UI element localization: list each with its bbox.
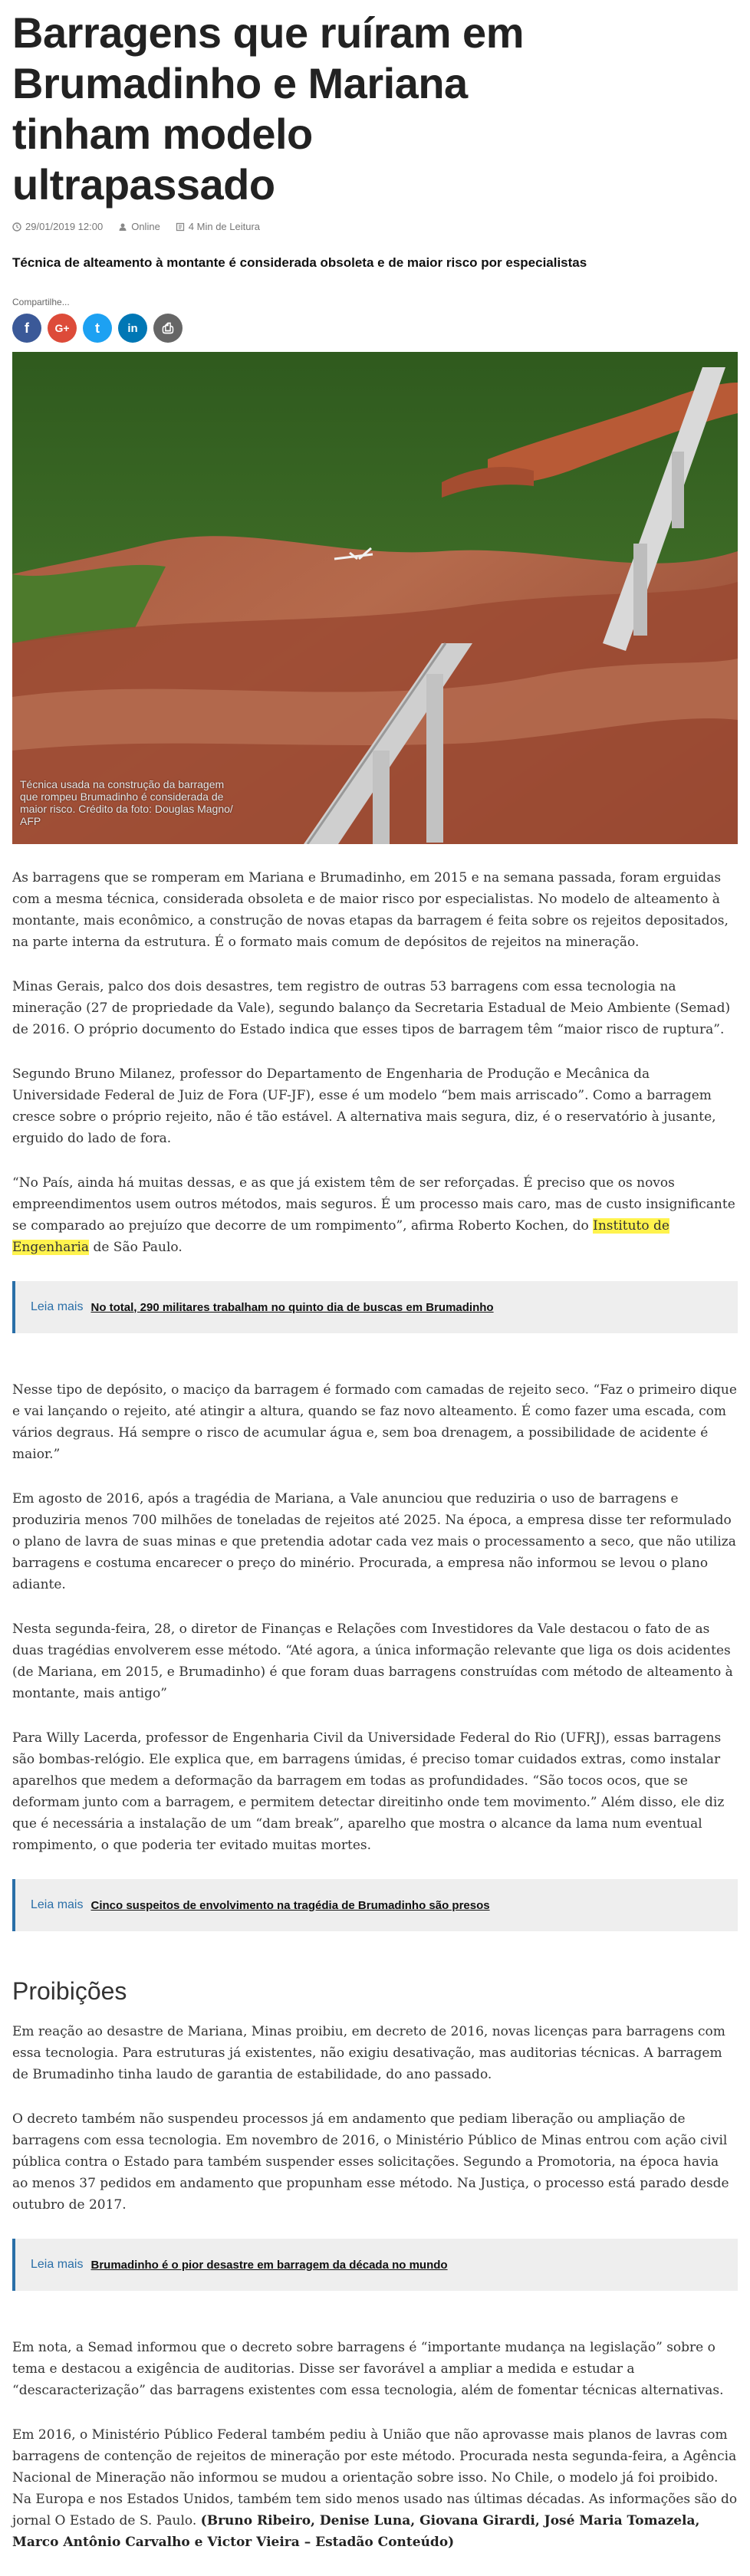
user-icon — [118, 222, 127, 232]
share-buttons — [12, 314, 738, 343]
share-label: Compartilhe... — [12, 297, 70, 307]
article-title: Barragens que ruíram em Brumadinho e Mariana tinham modelo ultrapassado — [12, 8, 524, 209]
paragraph: Para Willy Lacerda, professor de Engenharia Civil da Universidade Federal do Rio (UFRJ), essas barragens são bombas-relógio. Ele explica que, em barragens úmidas, é preciso tomar cuidados extras, como instalar aparelhos que medem a deformação da barragem em todas as profundidades. “São tocos ocos, que se deformam junto com a barragem, e permitem detectar direitinho onde tem movimento.” Além disso, ele diz que é necessária a instalação de um “dam break”, aparelho que mostra o alcance da lama num eventual rompimento, o que poderia ter evitado muitas mortes. — [12, 1730, 725, 1853]
paragraph: Em nota, a Semad informou que o decreto sobre barragens é “importante mudança na legislação” sobre o tema e destacou a exigência de auditorias. Disse ser favorável a ampliar a medida e estudar a “descaracterização” das barragens existentes com essa tecnologia, além de fomentar técnicas alternativas. — [12, 2340, 724, 2398]
paragraph: Em reação ao desastre de Mariana, Minas proibiu, em decreto de 2016, novas licenças para barragens com essa tecnologia. Para estruturas já existentes, não exigiu desativação, mas auditorias técnicas. A barragem de Brumadinho tinha laudo de garantia de estabilidade, do ano passado. — [12, 2024, 725, 2082]
author-credit: (Bruno Ribeiro, Denise Luna, Giovana Girardi, José Maria Tomazela, Marco Antônio Carvalho e Victor Vieira – Estadão Conteúdo) — [12, 2513, 700, 2550]
paragraph-text: Em 2016, o Ministério Público Federal também pediu à União que não aprovasse mais planos de lavras com barragens de contenção de rejeitos de mineração por este método. Procurada nesta segunda-feira, a Agência Nacional de Mineração não informou se mudou a orientação sobre isso. No Chile, o modelo já foi proibido. Na Europa e nos Estados Unidos, também tem sido menos usado nas últimas décadas. As informações são do jornal O Estado de S. Paulo. — [12, 2427, 738, 2528]
paragraph: Nesse tipo de depósito, o maciço da barragem é formado com camadas de rejeito seco. “Faz o primeiro dique e vai lançando o rejeito, até atingir a altura, quando se faz novo alteamento. É como fazer uma escada, com vários degraus. Há sempre o risco de acumular água e, sem boa drenagem, a possibilidade de acidente é maior.” — [12, 1382, 737, 1462]
paragraph: As barragens que se romperam em Mariana e Brumadinho, em 2015 e na semana passada, foram erguidas com a mesma técnica, considerada obsoleta e de maior risco por especialistas. No modelo de alteamento à montante, mais econômico, a construção de novas etapas da barragem é feita sobre os rejeitos depositados, na parte interna da estrutura. É o formato mais comum de depósitos de rejeitos na mineração. — [12, 870, 729, 950]
google-plus-icon: G+ — [54, 322, 70, 334]
post-date: 29/01/2019 12:00 — [25, 221, 104, 232]
paragraph — [12, 2424, 738, 2553]
paragraph-text: “No País, ainda há muitas dessas, e as que já existem têm de ser reforçadas. É preciso que os novos empreendimentos usem outros métodos, mais seguros. É um processo mais caro, mas de custo insignificante se comparado ao prejuízo que decorre de um rompimento”, afirma Roberto Kochen, do — [12, 1175, 735, 1234]
facebook-share-button[interactable] — [12, 314, 41, 343]
book-icon — [176, 222, 185, 232]
google-plus-share-button[interactable] — [48, 314, 77, 343]
read-time: 4 Min de Leitura — [188, 221, 261, 232]
highlighted-link[interactable]: Instituto de Engenharia — [12, 1218, 669, 1255]
read-more-link[interactable]: No total, 290 militares trabalham no quinto dia de buscas em Brumadinho — [90, 1300, 494, 1314]
paragraph: Em agosto de 2016, após a tragédia de Mariana, a Vale anunciou que reduziria o uso de barragens e produziria menos 700 milhões de toneladas de rejeitos até 2025. Na época, a empresa disse ter reformulado o plano de lavra de suas minas e que pretendia adotar cada vez mais o processamento a seco, que não utiliza barragens e costuma encarecer o preço do minério. Procurada, a empresa não informou se levou o plano adiante. — [12, 1491, 736, 1592]
read-more-label: Leia mais — [31, 2258, 84, 2271]
read-more-link[interactable]: Brumadinho é o pior desastre em barragem da década no mundo — [90, 2258, 448, 2272]
read-more-box — [12, 2239, 738, 2291]
paragraph: Minas Gerais, palco dos dois desastres, tem registro de outras 53 barragens com essa tecnologia na mineração (27 de propriedade da Vale), segundo balanço da Secretaria Estadual de Meio Ambiente (Semad) de 2016. O próprio documento do Estado indica que esses tipos de barragem têm “maior risco de ruptura”. — [12, 979, 731, 1037]
paragraph: O decreto também não suspendeu processos já em andamento que pediam liberação ou ampliação de barragens com essa tecnologia. Em novembro de 2016, o Ministério Público de Minas entrou com ação civil pública contra o Estado para também suspender esses solicitações. Segundo a Promotoria, na época havia ao menos 37 pedidos em andamento que propunham esse método. Na Justiça, o processo está parado desde outubro de 2017. — [12, 2111, 729, 2213]
twitter-share-button[interactable] — [83, 314, 112, 343]
read-more-box — [12, 1879, 738, 1931]
hero-photo — [12, 352, 738, 844]
linkedin-share-button[interactable] — [118, 314, 147, 343]
article-meta — [12, 221, 738, 232]
linkedin-icon: in — [127, 321, 138, 335]
date-meta — [12, 221, 103, 232]
paragraph-text: de São Paulo. — [89, 1240, 183, 1255]
print-icon: ⎙ — [162, 320, 174, 336]
paragraph: Segundo Bruno Milanez, professor do Departamento de Engenharia de Produção e Mecânica da Universidade Federal de Juiz de Fora (UF-JF), esse é um modelo “bem mais arriscado”. Como a barragem cresce sobre o próprio rejeito, não é tão estável. A alternativa mais segura, diz, é o reservatório à jusante, erguido do lado de fora. — [12, 1066, 716, 1146]
read-time-meta — [176, 221, 260, 232]
read-more-label: Leia mais — [31, 1898, 84, 1911]
paragraph: Nesta segunda-feira, 28, o diretor de Finanças e Relações com Investidores da Vale destacou o fato de as duas tragédias envolverem esse método. “Até agora, a única informação relevante que liga os dois acidentes (de Mariana, em 2015, e Brumadinho) é que foram duas barragens construídas com método de alteamento à montante, mais antigo” — [12, 1622, 733, 1701]
read-more-label: Leia mais — [31, 1300, 84, 1313]
read-more-box — [12, 1281, 738, 1333]
author-meta[interactable] — [118, 221, 160, 232]
clock-icon — [12, 222, 21, 232]
dam-collapse-photo — [12, 352, 738, 844]
photo-caption: Técnica usada na construção da barragem que rompeu Brumadinho é considerada de maior risco. Crédito da foto: Douglas Magno/ AFP — [20, 778, 233, 827]
read-more-link[interactable]: Cinco suspeitos de envolvimento na tragédia de Brumadinho são presos — [90, 1898, 490, 1912]
twitter-icon: t — [95, 320, 100, 336]
paragraph — [12, 1172, 738, 1258]
section-heading: Proibições — [12, 1977, 127, 2005]
post-author[interactable]: Online — [131, 221, 160, 232]
article-body — [12, 867, 738, 2553]
article-subtitle: Técnica de alteamento à montante é considerada obsoleta e de maior risco por especialistas — [12, 255, 587, 270]
facebook-icon: f — [25, 320, 29, 336]
print-button[interactable] — [153, 314, 183, 343]
